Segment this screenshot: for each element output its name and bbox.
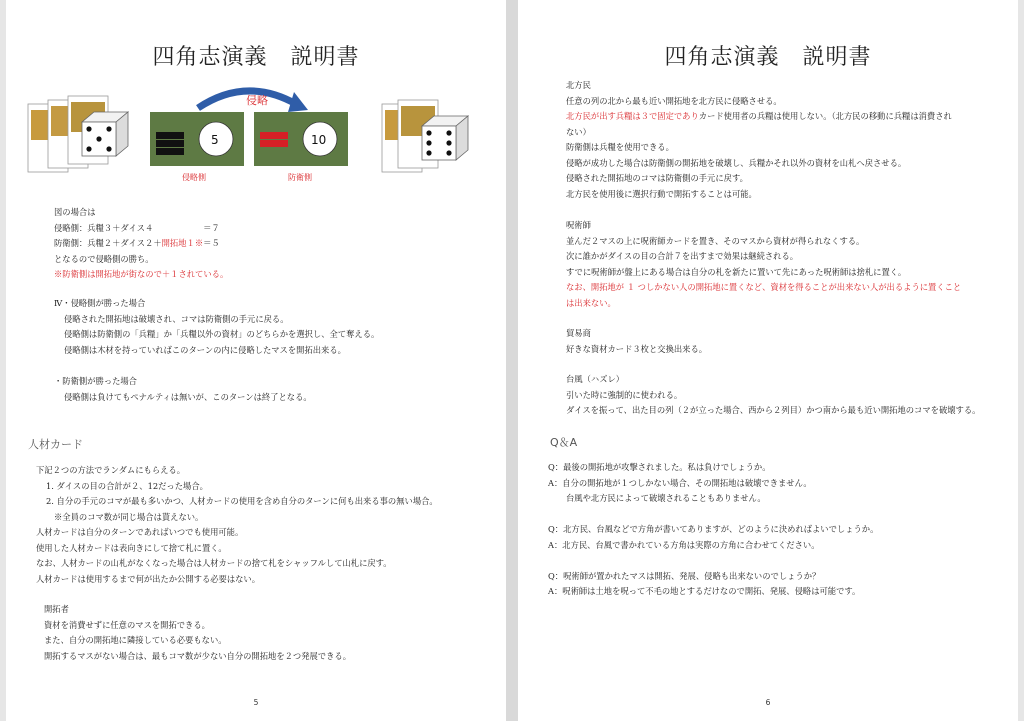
qa-line: Q：呪術師が置かれたマスは開拓、発展、侵略も出来ないのでしょうか？ bbox=[548, 570, 821, 581]
kaitakusha-line: また、自分の開拓地に隣接している必要もない。 bbox=[44, 635, 227, 645]
jinzai-line: 使用した人材カードは表向きにして捨て札に置く。 bbox=[36, 542, 227, 553]
arrow-label: 侵略 bbox=[246, 94, 268, 107]
jujutsushi-note: は出来ない。 bbox=[566, 297, 616, 308]
jujutsushi-line: すでに呪術師が盤上にある場合は自分の札を新たに置いて先にあった呪術師は捨札に置く。 bbox=[566, 266, 907, 277]
hoppomin-line: 任意の列の北から最も近い開拓地を北方民に侵略させる。 bbox=[566, 95, 782, 106]
jinzai-line: ※全員のコマ数が同じ場合は貰えない。 bbox=[54, 511, 204, 522]
section-heading: Ⅳ・侵略側が勝った場合 bbox=[54, 298, 146, 308]
document-page-6 bbox=[518, 0, 1018, 721]
qa-line: Q：北方民、台風などで方角が書いてありますが、どのように決めればよいでしょうか。 bbox=[548, 524, 879, 534]
qa-line: A：北方民、台風で書かれている方角は実際の方角に合わせてください。 bbox=[548, 539, 820, 550]
taifu-heading: 台風（ハズレ） bbox=[566, 374, 625, 384]
page-title: 四角志演義 説明書 bbox=[152, 45, 360, 70]
hoppomin-line: 北方民を使用後に選択行動で開拓することは可能。 bbox=[566, 188, 757, 199]
hoppomin-line: 侵略が成功した場合は防衛側の開拓地を破壊し、兵糧かそれ以外の資材を山札へ戻させる。 bbox=[566, 157, 907, 168]
example-line: となるので侵略側の勝ち。 bbox=[54, 253, 154, 264]
kaitakusha-line: 開拓するマスがない場合は、最もコマ数が少ない自分の開拓地を２つ発展できる。 bbox=[44, 650, 351, 661]
kaitakusha-block bbox=[44, 602, 351, 664]
example-line: 図の場合は bbox=[54, 207, 96, 217]
taifu-block bbox=[566, 372, 980, 419]
boekisho-heading: 貿易商 bbox=[566, 328, 591, 338]
document-page-5 bbox=[6, 0, 506, 721]
hoppomin-block bbox=[566, 78, 952, 202]
kaitakusha-line: 資材を消費せずに任意のマスを開拓できる。 bbox=[44, 619, 210, 630]
section-line: 侵略された開拓地は破壊され、コマは防衛側の手元に戻る。 bbox=[64, 313, 289, 324]
example-line: 侵略側：兵糧３＋ダイス４ ＝７ bbox=[54, 222, 220, 233]
example-line-defender: 防衛側：兵糧２＋ダイス２＋開拓地１※＝５ bbox=[54, 238, 220, 248]
page-gap bbox=[506, 0, 518, 721]
page-number: 6 bbox=[765, 698, 771, 707]
jinzai-line: なお、人材カードの山札がなくなった場合は人材カードの捨て札をシャッフルして山札に戻す。 bbox=[36, 558, 392, 568]
hoppomin-line: 北方民が出す兵糧は３で固定でありカード使用者の兵糧は使用しない。（北方民の移動に兵糧は消費され bbox=[566, 111, 952, 121]
attacker-label: 侵略側 bbox=[182, 173, 206, 182]
section-heading: ・防衛側が勝った場合 bbox=[54, 376, 137, 386]
boekisho-line: 好きな資材カード３枚と交換出来る。 bbox=[566, 343, 708, 354]
jujutsushi-line: 次に誰かがダイスの目の合計７を出すまで効果は継続される。 bbox=[566, 251, 799, 261]
jujutsushi-line: 並んだ２マスの上に呪術師カードを置き、そのマスから資材が得られなくする。 bbox=[566, 235, 865, 246]
jujutsushi-note: なお、開拓地が １ つしかない人の開拓地に置くなど、資材を得ることが出来ない人が出るように置くこと bbox=[566, 282, 962, 292]
qa-line: A：呪術師は土地を呪って不毛の地とするだけなので開拓、発展、侵略は可能です。 bbox=[548, 586, 861, 596]
page-number: 5 bbox=[253, 698, 259, 707]
kaitakusha-heading: 開拓者 bbox=[44, 604, 69, 614]
jinzai-line: 2. 自分の手元のコマが最も多いかつ、人材カードの使用を含め自分のターンに何も出来る事の無い場合。 bbox=[46, 496, 438, 506]
jujutsushi-heading: 呪術師 bbox=[566, 220, 591, 230]
jujutsushi-block bbox=[566, 218, 961, 311]
defender-label: 防衛側 bbox=[288, 173, 312, 182]
page-title: 四角志演義 説明書 bbox=[664, 45, 872, 70]
taifu-line: 引いた時に強制的に使われる。 bbox=[566, 389, 683, 400]
jinzai-line: 下記２つの方法でランダムにもらえる。 bbox=[36, 465, 186, 475]
qa-line: A：自分の開拓地が１つしかない場合、その開拓地は破壊できません。 bbox=[548, 477, 812, 488]
attacker-value: 5 bbox=[211, 133, 219, 147]
hoppomin-line: 侵略された開拓地のコマは防衛側の手元に戻す。 bbox=[566, 173, 748, 183]
example-note: ※防衛側は開拓地が街なので＋１されている。 bbox=[54, 269, 229, 279]
die-left bbox=[82, 112, 128, 156]
jinzai-heading: 人材カード bbox=[28, 438, 83, 451]
battle-figure bbox=[26, 82, 486, 192]
qa-line: Q：最後の開拓地が攻撃されました。私は負けでしょうか。 bbox=[548, 462, 771, 472]
boekisho-block bbox=[566, 326, 707, 357]
jinzai-line: 1. ダイスの目の合計が２、12だった場合。 bbox=[46, 480, 208, 491]
hoppomin-line: ない） bbox=[566, 126, 591, 137]
qa-heading: Q＆A bbox=[550, 436, 578, 449]
section-line: 侵略側は防衛側の「兵糧」か「兵糧以外の資材」のどちらかを選択し、全て奪える。 bbox=[64, 329, 380, 339]
hoppomin-line: 防衛側は兵糧を使用できる。 bbox=[566, 142, 674, 152]
defender-value: 10 bbox=[311, 133, 327, 147]
battle-diagram bbox=[26, 82, 486, 192]
section-line: 侵略側は木材を持っていればこのターンの内に侵略したマスを開拓出来る。 bbox=[64, 344, 346, 355]
section-attacker-wins bbox=[54, 296, 379, 358]
section-line: 侵略側は負けてもペナルティは無いが、このターンは終了となる。 bbox=[64, 391, 312, 402]
qa-line: 台風や北方民によって破壊されることもありません。 bbox=[566, 493, 766, 503]
taifu-line: ダイスを振って、出た目の列（２が立った場合、西から２列目）かつ南から最も近い開拓地のコマを破壊する。 bbox=[566, 405, 981, 415]
hoppomin-heading: 北方民 bbox=[566, 80, 591, 90]
jinzai-line: 人材カードは使用するまで何が出たか公開する必要はない。 bbox=[36, 573, 261, 584]
jinzai-block bbox=[36, 463, 438, 587]
qa-block bbox=[548, 460, 878, 600]
example-block bbox=[54, 205, 228, 283]
jinzai-line: 人材カードは自分のターンであればいつでも使用可能。 bbox=[36, 527, 244, 537]
section-defender-wins bbox=[54, 374, 312, 405]
